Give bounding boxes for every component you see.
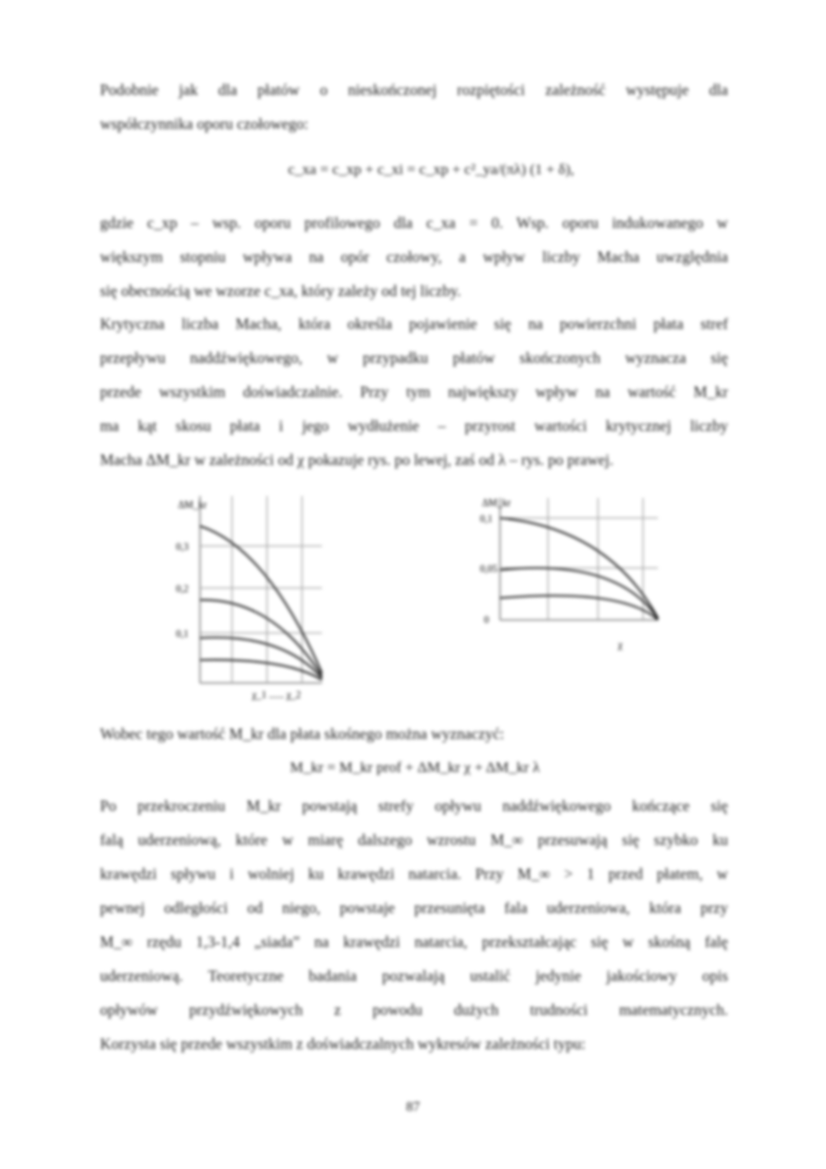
- page-number: 87: [406, 1100, 420, 1115]
- y-tick-label: 0,1: [176, 629, 189, 640]
- text-line: opływów przydźwiękowych z powodu dużych trudności matematycznych.: [100, 1002, 728, 1019]
- text-line: się obecnością we wzorze c_xa, który zależy od tej liczby.: [100, 283, 461, 300]
- text-line: przede wszystkim doświadczalnie. Przy tym największy wpływ na wartość M_kr: [100, 384, 728, 401]
- y-axis-label: ΔM_kr: [178, 500, 207, 511]
- text-line: większym stopniu wpływa na opór czołowy, a wpływ liczby Macha uwzględnia: [100, 249, 728, 266]
- text-line: Podobnie jak dla płatów o nieskończonej rozpiętości zależność występuje dla: [100, 82, 728, 99]
- text-line: przepływu naddźwiękowego, w przypadku płatów skończonych wyznacza się: [100, 350, 728, 367]
- text-line: Wobec tego wartość M_kr dla płata skośnego można wyznaczyć:: [100, 726, 505, 743]
- text-line: pewnej odległości od niego, powstaje przesunięta fala uderzeniowa, która przy: [100, 900, 728, 917]
- drag-coefficient-equation: [288, 162, 574, 179]
- figure-mkr-vs-sweep: [172, 488, 332, 703]
- equation-text: c_xa = c_xp + c_xi = c_xp + c²_ya/(πλ) (1 + δ),: [288, 162, 575, 178]
- text-line: Po przekroczeniu M_kr powstają strefy opływu naddźwiękowego kończące się: [100, 798, 728, 815]
- text-line: M_∞ rzędu 1,3-1,4 „siada” na krawędzi natarcia, przekształcając się w skośną falę: [100, 934, 728, 951]
- figure-mkr-vs-aspect-ratio: [478, 488, 668, 658]
- text-line: gdzie c_xp – wsp. oporu profilowego dla c_xa = 0. Wsp. oporu indukowanego w: [100, 215, 728, 232]
- x-axis-label: χ_1 ...... χ_2: [252, 690, 301, 701]
- y-axis-label: ΔM_kr: [482, 498, 511, 509]
- text-line: falą uderzeniową, które w miarę dalszego wzrostu M_∞ przesuwają się szybko ku: [100, 832, 728, 849]
- text-line: ma kąt skosu płata i jego wydłużenie – przyrost wartości krytycznej liczby: [100, 418, 728, 435]
- text-line: Korzysta się przede wszystkim z doświadczalnych wykresów zależności typu:: [100, 1036, 586, 1053]
- paragraph-2: [100, 207, 728, 309]
- text-line: krawędzi spływu i wolniej ku krawędzi natarcia. Przy M_∞ > 1 przed płatem, w: [100, 866, 728, 883]
- y-tick-label: 0: [484, 615, 489, 626]
- paragraph-3: [100, 308, 728, 478]
- text-line: współczynnika oporu czołowego:: [100, 116, 309, 133]
- text-line: Krytyczna liczba Macha, która określa pojawienie się na powierzchni płata stref: [100, 316, 728, 333]
- text-line: uderzeniową. Teoretyczne badania pozwalają ustalić jedynie jakościowy opis: [100, 968, 728, 985]
- paragraph-4: [100, 718, 728, 752]
- y-tick-label: 0,3: [176, 542, 189, 553]
- y-tick-label: 0,1: [480, 514, 493, 525]
- y-tick-label: 0,2: [176, 584, 189, 595]
- paragraph-1: [100, 74, 728, 142]
- paragraph-5: [100, 790, 728, 1062]
- y-tick-label: 0,05: [480, 564, 498, 575]
- critical-mach-equation: [290, 760, 540, 777]
- equation-text: M_kr = M_kr prof + ΔM_kr χ + ΔM_kr λ: [290, 760, 540, 776]
- text-line: Macha ΔM_kr w zależności od χ pokazuje rys. po lewej, zaś od λ – rys. po prawej.: [100, 452, 614, 469]
- x-axis-label: χ: [618, 640, 623, 651]
